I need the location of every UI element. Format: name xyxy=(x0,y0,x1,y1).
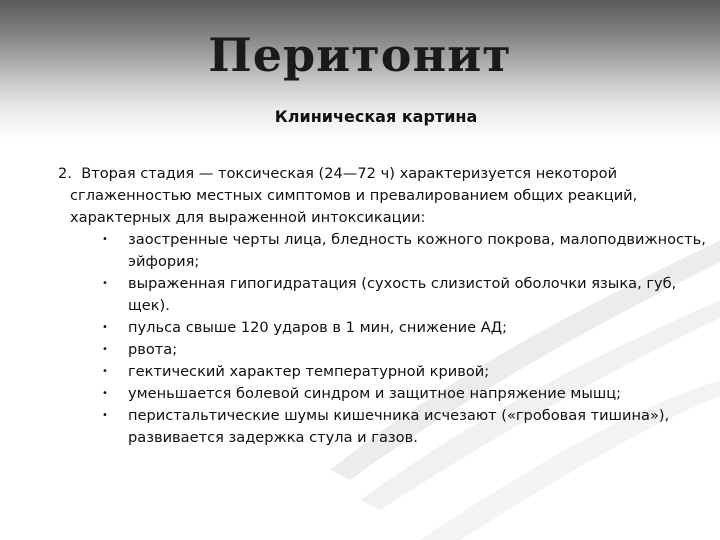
list-item-text: выраженная гипогидратация (сухость слизистой оболочки языка, губ, щек). xyxy=(128,275,677,314)
stage-description xyxy=(58,163,708,229)
list-item-text: заостренные черты лица, бледность кожного покрова, малоподвижность, эйфория; xyxy=(128,231,706,270)
symptom-list xyxy=(58,229,708,449)
stage-text-after: (24—72 ч) характеризуется некоторой сглаженностью местных симптомов и превалированием общих реакций, характерных для выраженной интоксикации: xyxy=(70,165,638,226)
bullet-icon: • xyxy=(102,278,108,289)
slide-title: Перитонит xyxy=(208,28,512,82)
bullet-icon: • xyxy=(102,410,108,421)
stage-text-before: Вторая стадия — xyxy=(81,165,218,182)
stage-number: 2. xyxy=(58,165,72,182)
slide-body xyxy=(58,163,708,449)
list-item xyxy=(102,339,708,361)
slide-subtitle: Клиническая картина xyxy=(274,107,478,126)
bullet-icon: • xyxy=(102,388,108,399)
list-item xyxy=(102,273,708,317)
list-item xyxy=(102,317,708,339)
stage-highlight: токсическая xyxy=(217,165,314,182)
list-item xyxy=(102,361,708,383)
list-item-text: перистальтические шумы кишечника исчезают («гробовая тишина»), развивается задержка стула и газов. xyxy=(128,407,670,446)
list-item-text: пульса свыше 120 ударов в 1 мин, снижение АД; xyxy=(128,319,508,336)
list-item-text: уменьшается болевой синдром и защитное напряжение мышц; xyxy=(128,385,622,402)
list-item xyxy=(102,405,708,449)
bullet-icon: • xyxy=(102,344,108,355)
list-item xyxy=(102,383,708,405)
list-item-text: гектический характер температурной кривой; xyxy=(128,363,490,380)
bullet-icon: • xyxy=(102,322,108,333)
bullet-icon: • xyxy=(102,234,108,245)
bullet-icon: • xyxy=(102,366,108,377)
list-item xyxy=(102,229,708,273)
list-item-text: рвота; xyxy=(128,341,178,358)
